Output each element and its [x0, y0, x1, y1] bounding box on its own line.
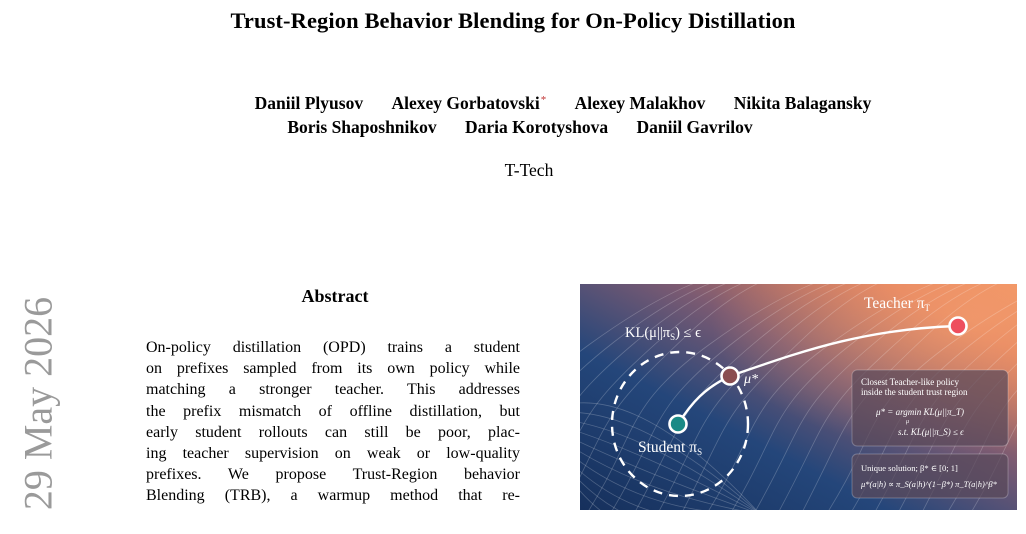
svg-text:Unique solution; β* ∈ [0; 1]: Unique solution; β* ∈ [0; 1]: [861, 463, 958, 473]
affiliation: T-Tech: [504, 160, 554, 180]
author: Daniil Gavrilov: [636, 117, 753, 137]
mu-star-node: [722, 368, 739, 385]
svg-text:μ: μ: [906, 419, 910, 425]
author: Boris Shaposhnikov: [287, 117, 437, 137]
author: Daniil Plyusov: [254, 93, 364, 113]
mu-star-label: μ*: [744, 372, 759, 387]
author: Daria Korotyshova: [465, 117, 609, 137]
author: Alexey Gorbatovski*: [391, 93, 547, 113]
trust-region-label: $KL(\mu||\pi_S) \le \epsilon$: [625, 325, 701, 342]
abstract-line: ing teacher supervision on weak or low-quality: [146, 445, 520, 463]
abstract-line: Blending (TRB), a warmup method that re-: [146, 487, 520, 505]
abstract-line: on prefixes sampled from its own policy while: [146, 360, 520, 378]
svg-text:s.t. KL(μ||π_S) ≤ ϵ: s.t. KL(μ||π_S) ≤ ϵ: [898, 427, 964, 437]
student-node: [670, 416, 687, 433]
abstract-heading: Abstract: [301, 286, 369, 306]
student-label: Student πS: [638, 439, 703, 457]
author-list-row-2: [0, 117, 1026, 138]
author-list-row-1: [0, 93, 1026, 114]
paper-title: Trust-Region Behavior Blending for On-Policy Distillation: [230, 8, 796, 33]
abstract-body: [146, 337, 520, 507]
teacher-label: Teacher πT: [864, 295, 931, 313]
author: Nikita Balagansky: [733, 93, 872, 113]
explanation-box-solution: [852, 454, 1008, 498]
teaser-figure: [580, 284, 1017, 510]
svg-text:μ* = argmin KL(μ||π_T): μ* = argmin KL(μ||π_T): [876, 407, 964, 417]
abstract-line: early student rollouts can still be poor, plac-: [146, 423, 520, 441]
abstract-line: On-policy distillation (OPD) trains a student: [146, 339, 520, 356]
arxiv-date-stamp: 29 May 2026: [15, 296, 61, 511]
author: Alexey Malakhov: [574, 93, 706, 113]
teacher-node: [950, 318, 967, 335]
svg-text:μ*(a|h) ∝ π_S(a|h)^(1−β*) π_T(: μ*(a|h) ∝ π_S(a|h)^(1−β*) π_T(a|h)^β*: [861, 479, 997, 489]
svg-text:inside the student trust regio: inside the student trust region: [861, 387, 968, 397]
abstract-line: matching a stronger teacher. This addresses: [146, 381, 520, 399]
svg-text:Closest Teacher-like policy: Closest Teacher-like policy: [861, 377, 959, 387]
equal-contribution-mark: *: [540, 94, 547, 106]
trust-region-diagram: [580, 284, 1017, 510]
explanation-box-objective: [852, 370, 1008, 446]
abstract-line: the prefix mismatch of offline distillation, but: [146, 402, 520, 420]
abstract-line: prefixes. We propose Trust-Region behavior: [146, 466, 520, 484]
